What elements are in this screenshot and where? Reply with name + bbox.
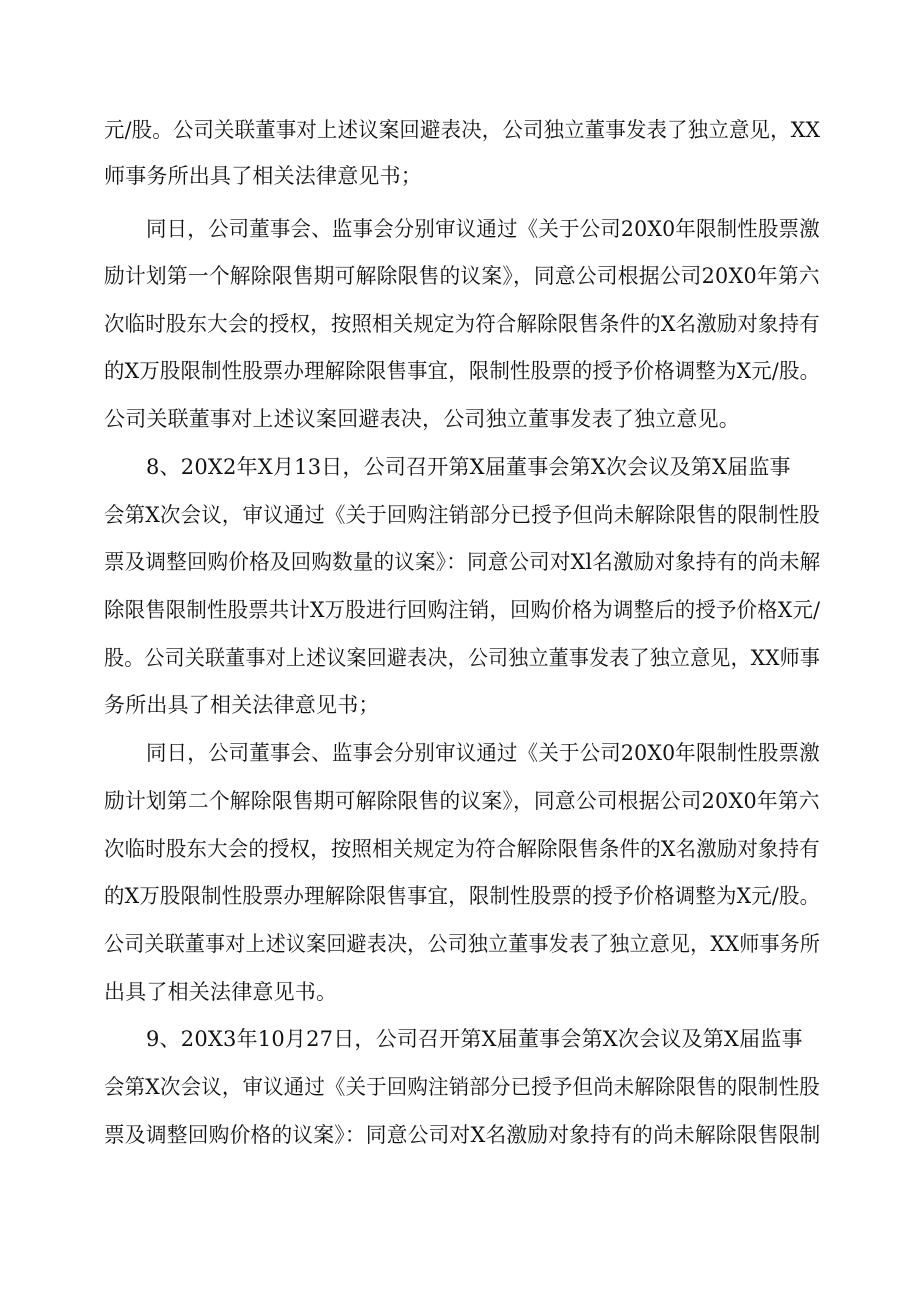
text-line: 务所出具了相关法律意见书；	[104, 693, 380, 717]
text-line: 元/股。公司关联董事对上述议案回避表决，公司独立董事发表了独立意见，XX	[104, 118, 821, 142]
text-line: 的X万股限制性股票办理解除限售事宜，限制性股票的授予价格调整为X元/股。	[104, 359, 821, 383]
text-line: 票及调整回购价格及回购数量的议案》：同意公司对Xl名激励对象持有的尚未解	[104, 550, 821, 574]
text-line: 8、20X2年X月13日，公司召开第X届董事会第X次会议及第X届监事	[146, 455, 791, 479]
text-line: 除限售限制性股票共计X万股进行回购注销，回购价格为调整后的授予价格X元/	[104, 598, 821, 622]
text-line: 股。公司关联董事对上述议案回避表决，公司独立董事发表了独立意见，XX师事	[104, 646, 821, 670]
text-line: 励计划第二个解除限售期可解除限售的议案》，同意公司根据公司20X0年第六	[104, 789, 820, 813]
text-line: 票及调整回购价格的议案》：同意公司对X名激励对象持有的尚未解除限售限制	[104, 1123, 821, 1147]
text-line: 公司关联董事对上述议案回避表决，公司独立董事发表了独立意见。	[104, 407, 740, 431]
text-line: 同日，公司董事会、监事会分别审议通过《关于公司20X0年限制性股票激	[146, 741, 820, 765]
text-line: 师事务所出具了相关法律意见书；	[104, 164, 422, 188]
text-line: 同日，公司董事会、监事会分别审议通过《关于公司20X0年限制性股票激	[146, 217, 820, 241]
text-line: 的X万股限制性股票办理解除限售事宜，限制性股票的授予价格调整为X元/股。	[104, 884, 821, 908]
text-line: 公司关联董事对上述议案回避表决，公司独立董事发表了独立意见，XX师事务所	[104, 932, 821, 956]
text-line: 会第X次会议，审议通过《关于回购注销部分已授予但尚未解除限售的限制性股	[104, 1075, 820, 1099]
text-line: 会第X次会议，审议通过《关于回购注销部分已授予但尚未解除限售的限制性股	[104, 503, 820, 527]
text-line: 出具了相关法律意见书。	[104, 980, 338, 1004]
text-line: 次临时股东大会的授权，按照相关规定为符合解除限售条件的X名激励对象持有	[104, 312, 820, 336]
text-line: 次临时股东大会的授权，按照相关规定为符合解除限售条件的X名激励对象持有	[104, 837, 820, 861]
text-line: 9、20X3年10月27日，公司召开第X届董事会第X次会议及第X届监事	[146, 1027, 803, 1051]
text-line: 励计划第一个解除限售期可解除限售的议案》，同意公司根据公司20X0年第六	[104, 264, 820, 288]
